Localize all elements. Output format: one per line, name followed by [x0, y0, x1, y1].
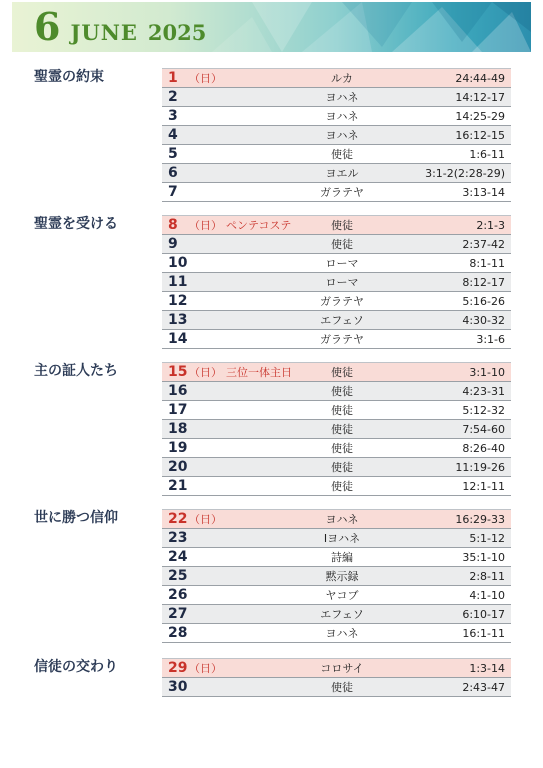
day-number: 22 — [168, 511, 188, 527]
weekday-label: （日） — [189, 72, 222, 85]
weekday-label: （日） — [189, 219, 222, 232]
book-name: 使徒 — [331, 480, 353, 493]
table-row — [162, 678, 511, 697]
verse-reference: 16:1-11 — [462, 627, 505, 640]
section-title: 信徒の交わり — [34, 659, 118, 675]
book-name: エフェソ — [320, 608, 364, 621]
verse-reference: 3:1-10 — [469, 366, 505, 379]
book-name: ヨハネ — [325, 129, 359, 142]
verse-reference: 2:8-11 — [469, 570, 505, 583]
table-row — [162, 88, 511, 107]
book-name: 黙示録 — [325, 570, 359, 583]
verse-reference: 8:26-40 — [462, 442, 505, 455]
table-row — [162, 145, 511, 164]
day-number: 7 — [168, 184, 178, 200]
day-number: 15 — [168, 364, 188, 380]
table-row — [162, 439, 511, 458]
table-row — [162, 254, 511, 273]
book-name: Ⅰヨハネ — [323, 532, 361, 545]
month-number: 6 — [34, 4, 61, 49]
verse-reference: 2:37-42 — [462, 238, 505, 251]
book-name: 使徒 — [331, 385, 353, 398]
verse-reference: 5:16-26 — [462, 295, 505, 308]
book-name: ローマ — [325, 276, 359, 289]
book-name: ヨエル — [325, 167, 359, 180]
verse-reference: 3:13-14 — [462, 186, 505, 199]
month-name: JUNE — [70, 20, 138, 45]
table-row — [162, 477, 511, 496]
book-name: ヨハネ — [325, 110, 359, 123]
table-row — [162, 624, 511, 643]
section-title: 聖霊を受ける — [34, 216, 118, 232]
year: 2025 — [147, 20, 207, 45]
verse-reference: 3:1-2(2:28-29) — [425, 167, 505, 180]
verse-reference: 8:12-17 — [462, 276, 505, 289]
feast-name: 三位一体主日 — [226, 366, 292, 379]
book-name: 使徒 — [331, 366, 353, 379]
section-title: 主の証人たち — [34, 363, 118, 379]
day-number: 18 — [168, 421, 188, 437]
verse-reference: 8:1-11 — [469, 257, 505, 270]
verse-reference: 16:29-33 — [455, 513, 505, 526]
book-name: 使徒 — [331, 681, 353, 694]
table-row — [162, 126, 511, 145]
book-name: エフェソ — [320, 314, 364, 327]
weekday-label: （日） — [189, 513, 222, 526]
table-row — [162, 548, 511, 567]
day-number: 6 — [168, 165, 178, 181]
verse-reference: 24:44-49 — [455, 72, 505, 85]
day-number: 26 — [168, 587, 188, 603]
book-name: ガラテヤ — [320, 186, 364, 199]
day-number: 14 — [168, 331, 188, 347]
table-row — [162, 216, 511, 235]
book-name: 使徒 — [331, 148, 353, 161]
table-row — [162, 510, 511, 529]
day-number: 24 — [168, 549, 188, 565]
book-name: ルカ — [331, 72, 353, 85]
table-row — [162, 107, 511, 126]
book-name: 使徒 — [331, 461, 353, 474]
table-row — [162, 605, 511, 624]
table-row — [162, 659, 511, 678]
day-number: 20 — [168, 459, 188, 475]
table-row — [162, 529, 511, 548]
verse-reference: 2:43-47 — [462, 681, 505, 694]
day-number: 30 — [168, 679, 188, 695]
section-title: 世に勝つ信仰 — [34, 510, 118, 526]
verse-reference: 4:30-32 — [462, 314, 505, 327]
table-row — [162, 69, 511, 88]
book-name: 使徒 — [331, 423, 353, 436]
day-number: 5 — [168, 146, 178, 162]
table-row — [162, 235, 511, 254]
weekday-label: （日） — [189, 662, 222, 675]
book-name: 使徒 — [331, 219, 353, 232]
table-row — [162, 382, 511, 401]
month-header — [12, 2, 531, 52]
day-number: 3 — [168, 108, 178, 124]
section-title: 聖霊の約束 — [34, 69, 104, 85]
table-row — [162, 273, 511, 292]
day-number: 25 — [168, 568, 188, 584]
month-title — [34, 4, 206, 50]
day-number: 16 — [168, 383, 188, 399]
verse-reference: 14:12-17 — [455, 91, 505, 104]
table-row — [162, 363, 511, 382]
book-name: ガラテヤ — [320, 295, 364, 308]
day-number: 27 — [168, 606, 188, 622]
day-number: 11 — [168, 274, 188, 290]
verse-reference: 5:1-12 — [469, 532, 505, 545]
table-row — [162, 586, 511, 605]
verse-reference: 5:12-32 — [462, 404, 505, 417]
verse-reference: 14:25-29 — [455, 110, 505, 123]
verse-reference: 16:12-15 — [455, 129, 505, 142]
verse-reference: 4:1-10 — [469, 589, 505, 602]
table-row — [162, 311, 511, 330]
feast-name: ペンテコステ — [226, 219, 292, 232]
table-row — [162, 330, 511, 349]
verse-reference: 7:54-60 — [462, 423, 505, 436]
day-number: 13 — [168, 312, 188, 328]
weekday-label: （日） — [189, 366, 222, 379]
book-name: 使徒 — [331, 238, 353, 251]
book-name: コロサイ — [320, 662, 364, 675]
day-number: 8 — [168, 217, 178, 233]
verse-reference: 12:1-11 — [462, 480, 505, 493]
day-number: 19 — [168, 440, 188, 456]
day-number: 2 — [168, 89, 178, 105]
book-name: ヤコブ — [325, 589, 359, 602]
book-name: 詩編 — [331, 551, 353, 564]
day-number: 12 — [168, 293, 188, 309]
table-row — [162, 292, 511, 311]
table-row — [162, 420, 511, 439]
day-number: 23 — [168, 530, 188, 546]
book-name: 使徒 — [331, 404, 353, 417]
day-number: 28 — [168, 625, 188, 641]
day-number: 29 — [168, 660, 188, 676]
table-row — [162, 567, 511, 586]
day-number: 1 — [168, 70, 178, 86]
day-number: 4 — [168, 127, 178, 143]
verse-reference: 2:1-3 — [476, 219, 505, 232]
table-row — [162, 458, 511, 477]
day-number: 17 — [168, 402, 188, 418]
book-name: 使徒 — [331, 442, 353, 455]
book-name: ローマ — [325, 257, 359, 270]
verse-reference: 4:23-31 — [462, 385, 505, 398]
verse-reference: 1:3-14 — [469, 662, 505, 675]
day-number: 10 — [168, 255, 188, 271]
verse-reference: 6:10-17 — [462, 608, 505, 621]
verse-reference: 35:1-10 — [462, 551, 505, 564]
verse-reference: 3:1-6 — [476, 333, 505, 346]
table-row — [162, 164, 511, 183]
verse-reference: 1:6-11 — [469, 148, 505, 161]
table-row — [162, 183, 511, 202]
table-row — [162, 401, 511, 420]
book-name: ヨハネ — [325, 627, 359, 640]
book-name: ヨハネ — [325, 91, 359, 104]
book-name: ガラテヤ — [320, 333, 364, 346]
verse-reference: 11:19-26 — [455, 461, 505, 474]
book-name: ヨハネ — [325, 513, 359, 526]
day-number: 21 — [168, 478, 188, 494]
day-number: 9 — [168, 236, 178, 252]
